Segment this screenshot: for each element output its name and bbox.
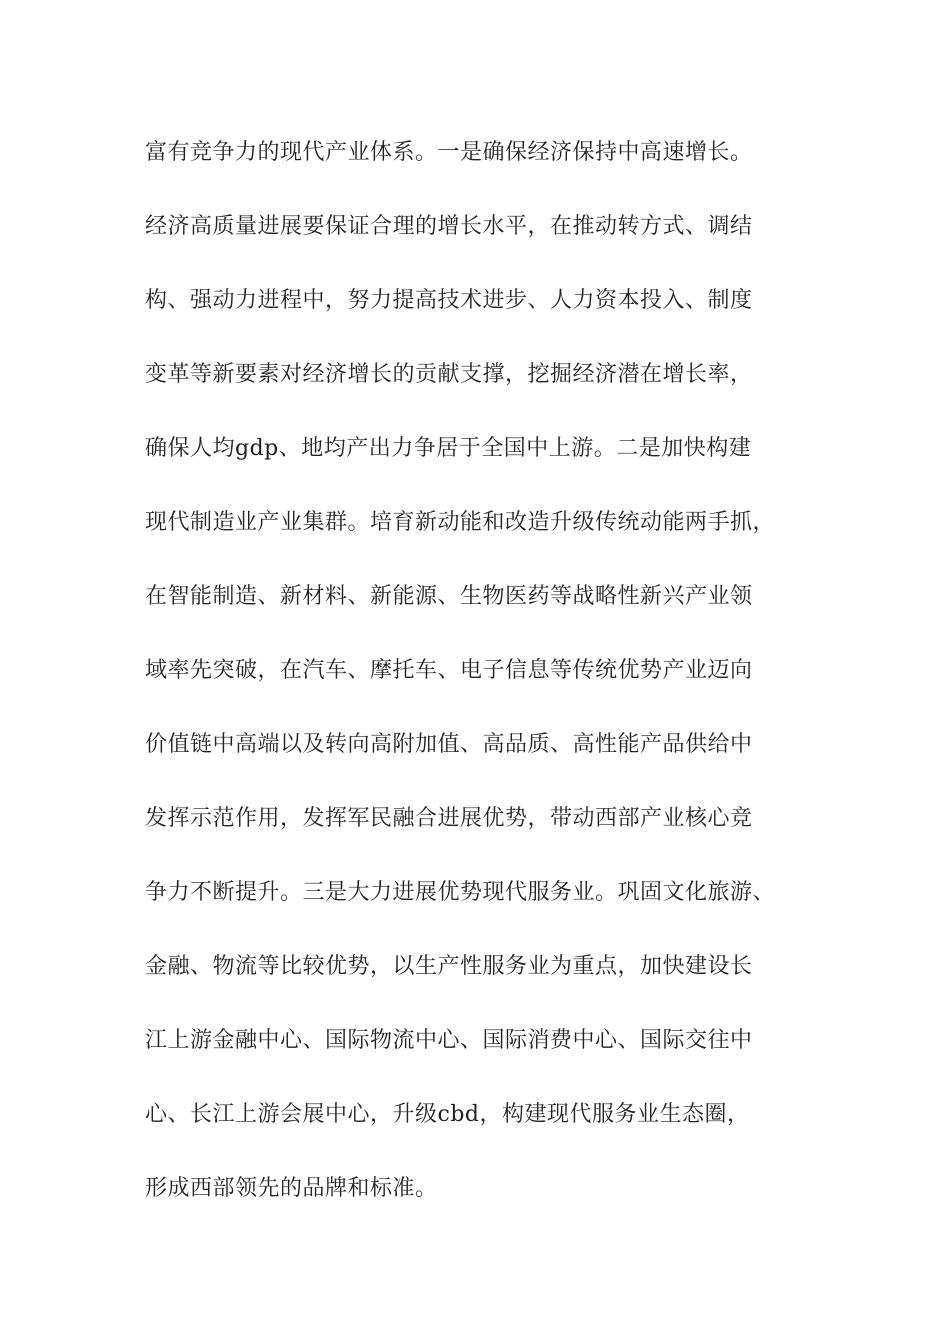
text-line-4: 变革等新要素对经济增长的贡献支撑，挖掘经济潜在增长率， [145,362,753,387]
text-line-11: 争力不断提升。三是大力进展优势现代服务业。巩固文化旅游、 [145,880,776,905]
text-line-3: 构、强动力进程中，努力提高技术进步、人力资本投入、制度 [145,288,753,313]
text-line-8: 域率先突破，在汽车、摩托车、电子信息等传统优势产业迈向 [145,658,753,683]
text-line-2: 经济高质量进展要保证合理的增长水平，在推动转方式、调结 [145,214,753,239]
text-line-5: 确保人均gdp、地均产出力争居于全国中上游。二是加快构建 [145,436,752,461]
text-line-13: 江上游金融中心、国际物流中心、国际消费中心、国际交往中 [145,1028,753,1053]
text-line-1: 富有竞争力的现代产业体系。一是确保经济保持中高速增长。 [145,140,753,165]
text-line-12: 金融、物流等比较优势，以生产性服务业为重点，加快建设长 [145,954,753,979]
text-line-9: 价值链中高端以及转向高附加值、高品质、高性能产品供给中 [145,732,753,757]
text-line-10: 发挥示范作用，发挥军民融合进展优势，带动西部产业核心竞 [145,806,753,831]
body-text [145,132,825,1242]
text-line-6: 现代制造业产业集群。培育新动能和改造升级传统动能两手抓， [145,510,776,535]
text-line-7: 在智能制造、新材料、新能源、生物医药等战略性新兴产业领 [145,584,753,609]
text-line-15: 形成西部领先的品牌和标准。 [145,1176,438,1201]
text-line-14: 心、长江上游会展中心，升级cbd，构建现代服务业生态圈， [145,1102,750,1127]
